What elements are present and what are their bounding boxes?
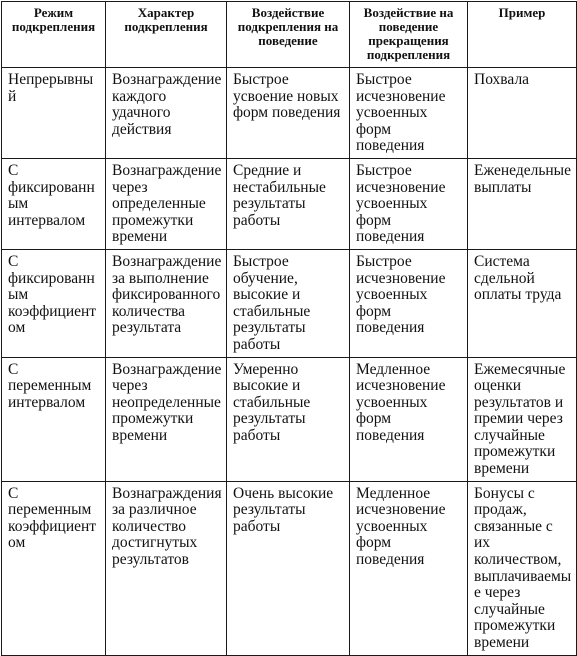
cell-schedule: С фиксированным коэффициентом xyxy=(2,249,106,357)
header-schedule: Режим подкрепления xyxy=(2,2,106,68)
header-character: Характер подкрепления xyxy=(106,2,227,68)
cell-example: Бонусы с продаж, связанные с их количеством, выплачиваемые через случайные промежутки времени xyxy=(468,481,577,655)
table-row xyxy=(2,481,577,655)
cell-effect: Быстрое обучение, высокие и стабильные результаты работы xyxy=(227,249,350,357)
cell-example: Ежемесячные оценки результатов и премии через случайные промежутки времени xyxy=(468,357,577,481)
table-row xyxy=(2,249,577,357)
cell-extinction: Медленное исчезновение усвоенных форм поведения xyxy=(350,481,468,655)
table-row xyxy=(2,158,577,249)
cell-effect: Средние и нестабильные результаты работы xyxy=(227,158,350,249)
header-effect: Воздействие подкрепления на поведение xyxy=(227,2,350,68)
cell-extinction: Быстрое исчезновение усвоенных форм поведения xyxy=(350,68,468,159)
reinforcement-schedules-table xyxy=(1,1,577,656)
cell-extinction: Быстрое исчезновение усвоенных форм поведения xyxy=(350,249,468,357)
cell-example: Система сдельной оплаты труда xyxy=(468,249,577,357)
header-extinction: Воздействие на поведение прекращения подкрепления xyxy=(350,2,468,68)
cell-schedule: С фиксированным интервалом xyxy=(2,158,106,249)
cell-character: Вознаграждение каждого удачного действия xyxy=(106,68,227,159)
cell-effect: Быстрое усвоение новых форм поведения xyxy=(227,68,350,159)
cell-extinction: Быстрое исчезновение усвоенных форм поведения xyxy=(350,158,468,249)
cell-example: Еженедельные выплаты xyxy=(468,158,577,249)
cell-effect: Очень высокие результаты работы xyxy=(227,481,350,655)
cell-schedule: С переменным коэффициентом xyxy=(2,481,106,655)
cell-character: Вознаграждение через неопределенные промежутки времени xyxy=(106,357,227,481)
cell-character: Вознаграждение через определенные промежутки времени xyxy=(106,158,227,249)
table-row xyxy=(2,68,577,159)
table-body xyxy=(2,68,577,656)
table-row xyxy=(2,357,577,481)
header-example: Пример xyxy=(468,2,577,68)
header-row xyxy=(2,2,577,68)
cell-schedule: С переменным интервалом xyxy=(2,357,106,481)
cell-extinction: Медленное исчезновение усвоенных форм поведения xyxy=(350,357,468,481)
cell-schedule: Непрерывный xyxy=(2,68,106,159)
cell-example: Похвала xyxy=(468,68,577,159)
cell-effect: Умеренно высокие и стабильные результаты работы xyxy=(227,357,350,481)
cell-character: Вознаграждение за выполнение фиксированного количества результата xyxy=(106,249,227,357)
table-header xyxy=(2,2,577,68)
cell-character: Вознаграждения за различное количество достигнутых результатов xyxy=(106,481,227,655)
